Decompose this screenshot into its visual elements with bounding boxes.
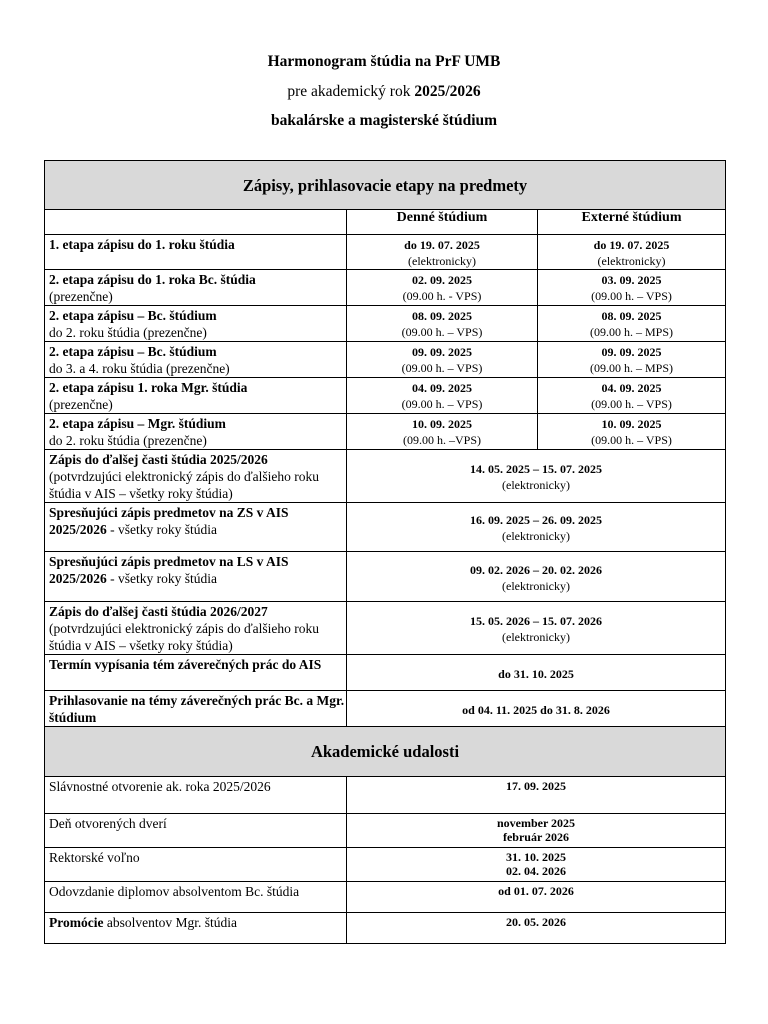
externe-cell: 04. 09. 2025 (09.00 h. – VPS)	[538, 378, 726, 414]
merged-date-cell: 16. 09. 2025 – 26. 09. 2025 (elektronicky)	[347, 503, 726, 552]
document-title: Harmonogram štúdia na PrF UMB	[267, 53, 501, 70]
merged-date-cell: do 31. 10. 2025	[347, 655, 726, 691]
table-row	[45, 814, 726, 848]
event-date-cell: 20. 05. 2026	[347, 913, 726, 944]
externe-cell: 08. 09. 2025 (09.00 h. – MPS)	[538, 306, 726, 342]
table-row	[45, 235, 726, 270]
row-label: 2. etapa zápisu do 1. roka Bc. štúdia (prezenčne)	[45, 270, 347, 306]
merged-date-cell: od 04. 11. 2025 do 31. 8. 2026	[347, 691, 726, 727]
row-label: Zápis do ďalšej časti štúdia 2025/2026 (potvrdzujúci elektronický zápis do ďalšieho roku štúdia v AIS – všetky roky štúdia)	[45, 450, 347, 503]
row-label: Deň otvorených dverí	[45, 814, 347, 848]
row-label: Odovzdanie diplomov absolventom Bc. štúdia	[45, 882, 347, 913]
externe-cell: 10. 09. 2025 (09.00 h. – VPS)	[538, 414, 726, 450]
externe-cell: 09. 09. 2025 (09.00 h. – MPS)	[538, 342, 726, 378]
row-label: Promócie absolventov Mgr. štúdia	[45, 913, 347, 944]
denne-cell: do 19. 07. 2025 (elektronicky)	[347, 235, 538, 270]
merged-date-cell: 15. 05. 2026 – 15. 07. 2026 (elektronicky)	[347, 602, 726, 655]
table-row	[45, 306, 726, 342]
table-row	[45, 602, 726, 655]
document-subtitle: pre akademický rok 2025/2026	[287, 83, 481, 100]
row-label: Rektorské voľno	[45, 848, 347, 882]
table-row	[45, 552, 726, 602]
table-row	[45, 503, 726, 552]
row-label: 2. etapa zápisu – Mgr. štúdium do 2. roku štúdia (prezenčne)	[45, 414, 347, 450]
denne-cell: 10. 09. 2025 (09.00 h. –VPS)	[347, 414, 538, 450]
row-label: 2. etapa zápisu 1. roka Mgr. štúdia (prezenčne)	[45, 378, 347, 414]
row-label: 2. etapa zápisu – Bc. štúdium do 3. a 4. roku štúdia (prezenčne)	[45, 342, 347, 378]
event-date-cell: 31. 10. 2025 02. 04. 2026	[347, 848, 726, 882]
table-row	[45, 378, 726, 414]
document-subtitle-study: bakalárske a magisterské štúdium	[270, 112, 498, 129]
schedule-table	[44, 160, 726, 944]
event-date-cell: 17. 09. 2025	[347, 777, 726, 814]
table-row	[45, 882, 726, 913]
table-row	[45, 270, 726, 306]
column-header-externe: Externé štúdium	[538, 210, 726, 235]
externe-cell: do 19. 07. 2025 (elektronicky)	[538, 235, 726, 270]
table-row	[45, 414, 726, 450]
row-label: Prihlasovanie na témy záverečných prác Bc. a Mgr. štúdium	[45, 691, 347, 727]
table-row	[45, 342, 726, 378]
table-row	[45, 913, 726, 944]
row-label: Spresňujúci zápis predmetov na LS v AIS 2025/2026 - všetky roky štúdia	[45, 552, 347, 602]
row-label: Zápis do ďalšej časti štúdia 2026/2027 (potvrdzujúci elektronický zápis do ďalšieho roku štúdia v AIS – všetky roky štúdia)	[45, 602, 347, 655]
row-label: 2. etapa zápisu – Bc. štúdium do 2. roku štúdia (prezenčne)	[45, 306, 347, 342]
table-row	[45, 655, 726, 691]
row-label: 1. etapa zápisu do 1. roku štúdia	[45, 235, 347, 270]
table-row	[45, 691, 726, 727]
row-label: Spresňujúci zápis predmetov na ZS v AIS 2025/2026 - všetky roky štúdia	[45, 503, 347, 552]
denne-cell: 09. 09. 2025 (09.00 h. – VPS)	[347, 342, 538, 378]
table-row	[45, 450, 726, 503]
row-label: Slávnostné otvorenie ak. roka 2025/2026	[45, 777, 347, 814]
section-title-enrollment: Zápisy, prihlasovacie etapy na predmety	[45, 161, 726, 210]
event-date-cell: od 01. 07. 2026	[347, 882, 726, 913]
section-title-events: Akademické udalosti	[45, 727, 726, 777]
merged-date-cell: 14. 05. 2025 – 15. 07. 2025 (elektronicky)	[347, 450, 726, 503]
denne-cell: 04. 09. 2025 (09.00 h. – VPS)	[347, 378, 538, 414]
table-row	[45, 848, 726, 882]
column-header-denne: Denné štúdium	[347, 210, 538, 235]
table-row	[45, 777, 726, 814]
denne-cell: 08. 09. 2025 (09.00 h. – VPS)	[347, 306, 538, 342]
externe-cell: 03. 09. 2025 (09.00 h. – VPS)	[538, 270, 726, 306]
event-date-cell: november 2025 február 2026	[347, 814, 726, 848]
merged-date-cell: 09. 02. 2026 – 20. 02. 2026 (elektronicky)	[347, 552, 726, 602]
column-header-empty	[45, 210, 347, 235]
row-label: Termín vypísania tém záverečných prác do AIS	[45, 655, 347, 691]
denne-cell: 02. 09. 2025 (09.00 h. - VPS)	[347, 270, 538, 306]
